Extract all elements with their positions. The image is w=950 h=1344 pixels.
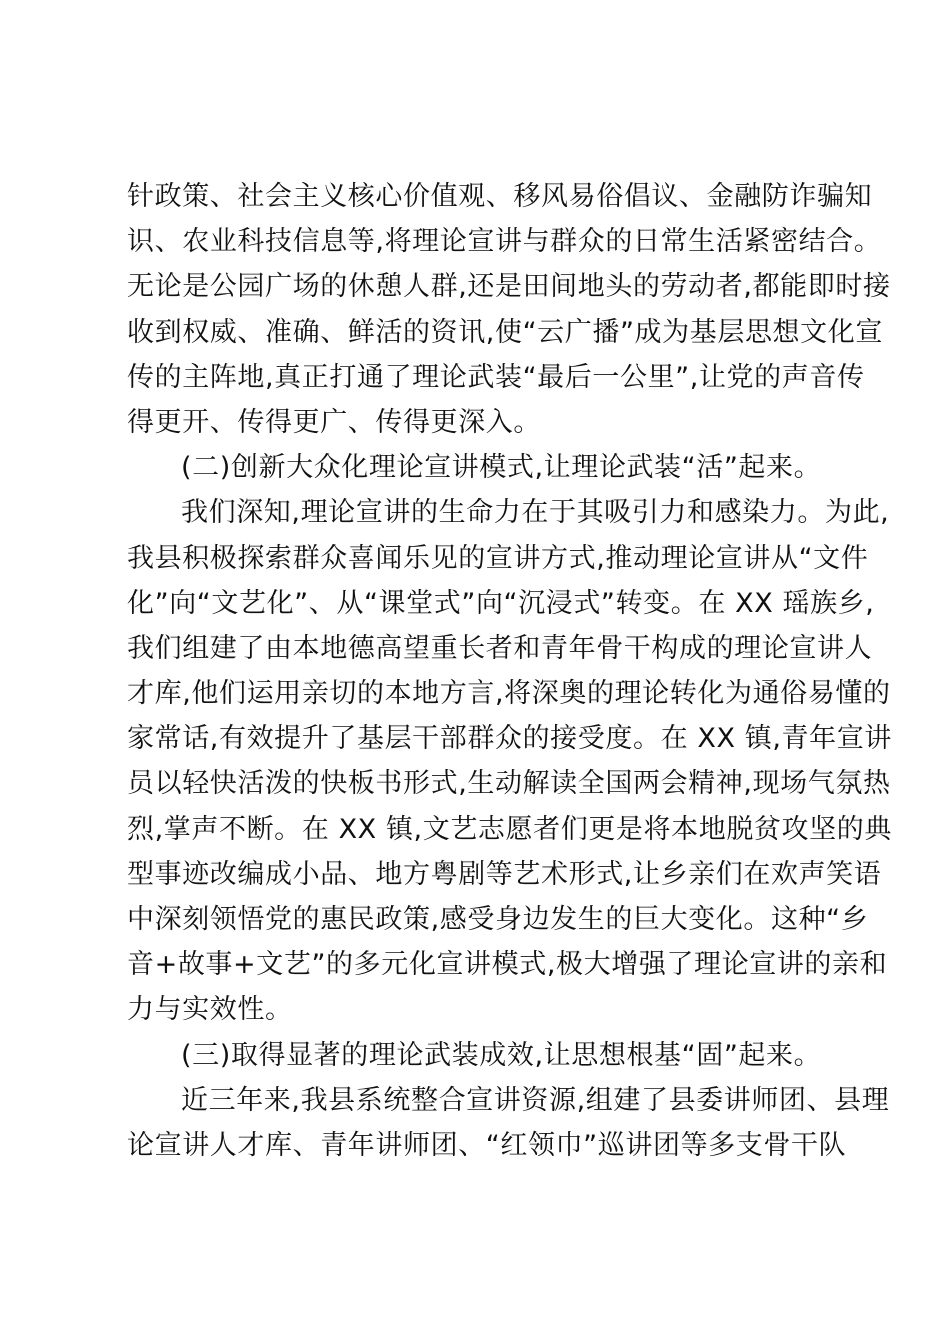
- text-line: 得更开、传得更广、传得更深入。: [127, 406, 541, 438]
- text-line: 无论是公园广场的休憩人群,还是田间地头的劳动者,都能即时接: [127, 271, 891, 303]
- text-line: 力与实效性。: [127, 994, 293, 1026]
- text-line: 中深刻领悟党的惠民政策,感受身边发生的巨大变化。这种“乡: [127, 904, 869, 935]
- text-line: 论宣讲人才库、青年讲师团、“红领巾”巡讲团等多支骨干队: [127, 1129, 847, 1161]
- text-line: 家常话,有效提升了基层干部群众的接受度。在 XX 镇,青年宣讲: [127, 723, 892, 755]
- text-line: 传的主阵地,真正打通了理论武装“最后一公里”,让党的声音传: [127, 361, 865, 393]
- text-line: 型事迹改编成小品、地方粤剧等艺术形式,让乡亲们在欢声笑语: [127, 858, 882, 890]
- text-line: 员以轻快活泼的快板书形式,生动解读全国两会精神,现场气氛热: [127, 768, 891, 800]
- body-text: [127, 174, 892, 1168]
- section-heading: (三)取得显著的理论武装成效,让思想根基“固”起来。: [181, 1039, 822, 1071]
- text-line: 我们深知,理论宣讲的生命力在于其吸引力和感染力。为此,: [181, 497, 890, 529]
- text-line: 音+故事+文艺”的多元化宣讲模式,极大增强了理论宣讲的亲和: [127, 949, 888, 981]
- text-line: 识、农业科技信息等,将理论宣讲与群众的日常生活紧密结合。: [127, 226, 882, 258]
- text-line: 针政策、社会主义核心价值观、移风易俗倡议、金融防诈骗知: [127, 181, 873, 212]
- text-line: 烈,掌声不断。在 XX 镇,文艺志愿者们更是将本地脱贫攻坚的典: [127, 813, 892, 845]
- text-line: 我们组建了由本地德高望重长者和青年骨干构成的理论宣讲人: [127, 632, 873, 664]
- text-line: 近三年来,我县系统整合宣讲资源,组建了县委讲师团、县理: [181, 1084, 890, 1116]
- section-heading: (二)创新大众化理论宣讲模式,让理论武装“活”起来。: [181, 452, 822, 484]
- text-line: 我县积极探索群众喜闻乐见的宣讲方式,推动理论宣讲从“文件: [127, 542, 869, 574]
- text-line: 化”向“文艺化”、从“课堂式”向“沉浸式”转变。在 XX 瑶族乡,: [127, 587, 875, 619]
- text-line: 收到权威、准确、鲜活的资讯,使“云广播”成为基层思想文化宣: [127, 316, 883, 348]
- text-line: 才库,他们运用亲切的本地方言,将深奥的理论转化为通俗易懂的: [127, 678, 891, 710]
